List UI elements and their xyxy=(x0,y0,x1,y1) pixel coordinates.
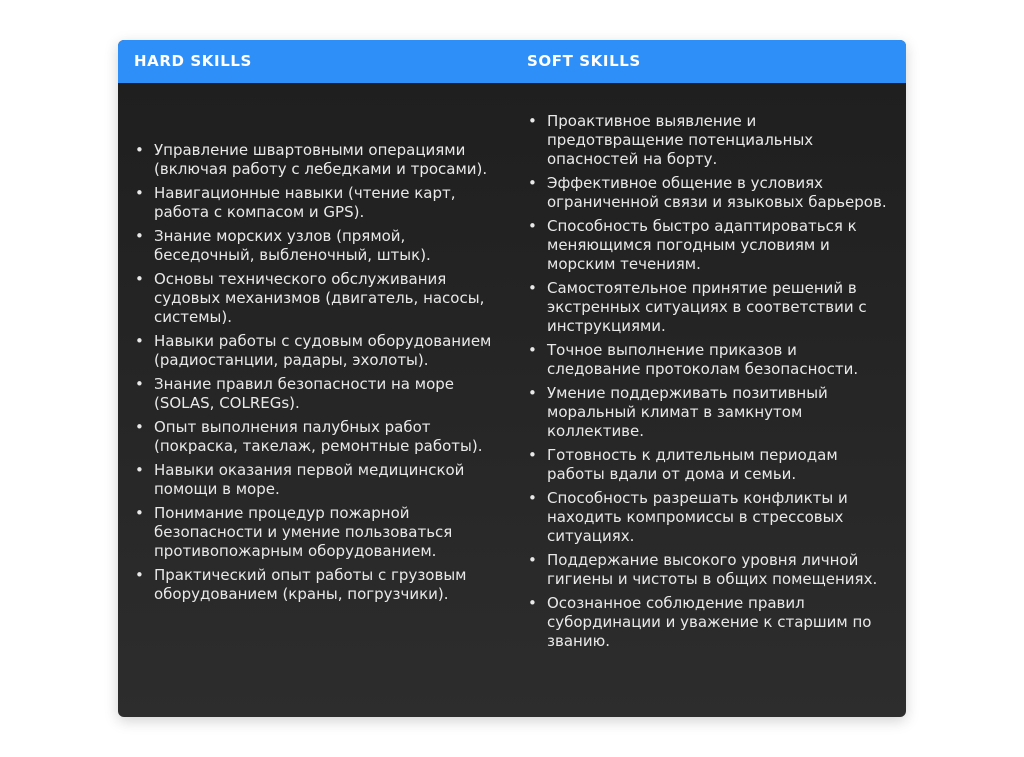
bullet-icon: • xyxy=(135,461,144,479)
soft-skill-text: Способность быстро адаптироваться к меняющимся погодным условиям и морским течениям. xyxy=(547,217,857,273)
list-item xyxy=(135,504,499,561)
soft-skills-list xyxy=(528,112,888,656)
list-item xyxy=(135,418,499,456)
bullet-icon: • xyxy=(135,375,144,393)
list-item xyxy=(528,594,888,651)
bullet-icon: • xyxy=(135,227,144,245)
hard-skills-heading: HARD SKILLS xyxy=(134,52,252,70)
table-header xyxy=(118,40,906,83)
bullet-icon: • xyxy=(528,446,537,464)
list-item xyxy=(528,174,888,212)
soft-skill-text: Проактивное выявление и предотвращение потенциальных опасностей на борту. xyxy=(547,112,814,168)
bullet-icon: • xyxy=(135,332,144,350)
list-item xyxy=(135,375,499,413)
soft-skill-text: Способность разрешать конфликты и находить компромиссы в стрессовых ситуациях. xyxy=(547,489,848,545)
bullet-icon: • xyxy=(528,551,537,569)
list-item xyxy=(135,461,499,499)
list-item xyxy=(528,551,888,589)
bullet-icon: • xyxy=(528,217,537,235)
bullet-icon: • xyxy=(528,489,537,507)
bullet-icon: • xyxy=(528,341,537,359)
list-item xyxy=(135,270,499,327)
hard-skill-text: Навыки оказания первой медицинской помощи в море. xyxy=(154,461,465,498)
list-item xyxy=(528,489,888,546)
hard-skill-text: Знание морских узлов (прямой, беседочный, выбленочный, штык). xyxy=(154,227,431,264)
list-item xyxy=(135,184,499,222)
bullet-icon: • xyxy=(135,141,144,159)
bullet-icon: • xyxy=(135,566,144,584)
skills-table xyxy=(118,40,906,717)
bullet-icon: • xyxy=(135,184,144,202)
list-item xyxy=(528,217,888,274)
list-item xyxy=(135,332,499,370)
list-item xyxy=(528,112,888,169)
bullet-icon: • xyxy=(528,174,537,192)
hard-skill-text: Знание правил безопасности на море (SOLAS, COLREGs). xyxy=(154,375,455,412)
bullet-icon: • xyxy=(135,418,144,436)
hard-skill-text: Понимание процедур пожарной безопасности и умение пользоваться противопожарным оборудованием. xyxy=(154,504,453,560)
bullet-icon: • xyxy=(135,270,144,288)
list-item xyxy=(135,566,499,604)
list-item xyxy=(135,141,499,179)
bullet-icon: • xyxy=(528,112,537,130)
soft-skill-text: Готовность к длительным периодам работы вдали от дома и семьи. xyxy=(547,446,838,483)
soft-skill-text: Умение поддерживать позитивный моральный климат в замкнутом коллективе. xyxy=(547,384,828,440)
list-item xyxy=(135,227,499,265)
list-item xyxy=(528,279,888,336)
soft-skill-text: Поддержание высокого уровня личной гигиены и чистоты в общих помещениях. xyxy=(547,551,878,588)
list-item xyxy=(528,384,888,441)
list-item xyxy=(528,341,888,379)
hard-skill-text: Основы технического обслуживания судовых механизмов (двигатель, насосы, системы). xyxy=(154,270,485,326)
bullet-icon: • xyxy=(135,504,144,522)
bullet-icon: • xyxy=(528,279,537,297)
soft-skill-text: Самостоятельное принятие решений в экстренных ситуациях в соответствии с инструкциями. xyxy=(547,279,867,335)
soft-skill-text: Точное выполнение приказов и следование протоколам безопасности. xyxy=(547,341,859,378)
soft-skill-text: Осознанное соблюдение правил субординации и уважение к старшим по званию. xyxy=(547,594,872,650)
list-item xyxy=(528,446,888,484)
hard-skills-list xyxy=(135,141,499,609)
hard-skill-text: Навигационные навыки (чтение карт, работа с компасом и GPS). xyxy=(154,184,456,221)
hard-skill-text: Управление швартовными операциями (включая работу с лебедками и тросами). xyxy=(154,141,488,178)
bullet-icon: • xyxy=(528,594,537,612)
hard-skill-text: Опыт выполнения палубных работ (покраска, такелаж, ремонтные работы). xyxy=(154,418,483,455)
bullet-icon: • xyxy=(528,384,537,402)
soft-skill-text: Эффективное общение в условиях ограниченной связи и языковых барьеров. xyxy=(547,174,887,211)
hard-skill-text: Навыки работы с судовым оборудованием (радиостанции, радары, эхолоты). xyxy=(154,332,492,369)
soft-skills-heading: SOFT SKILLS xyxy=(527,52,641,70)
hard-skill-text: Практический опыт работы с грузовым оборудованием (краны, погрузчики). xyxy=(154,566,467,603)
